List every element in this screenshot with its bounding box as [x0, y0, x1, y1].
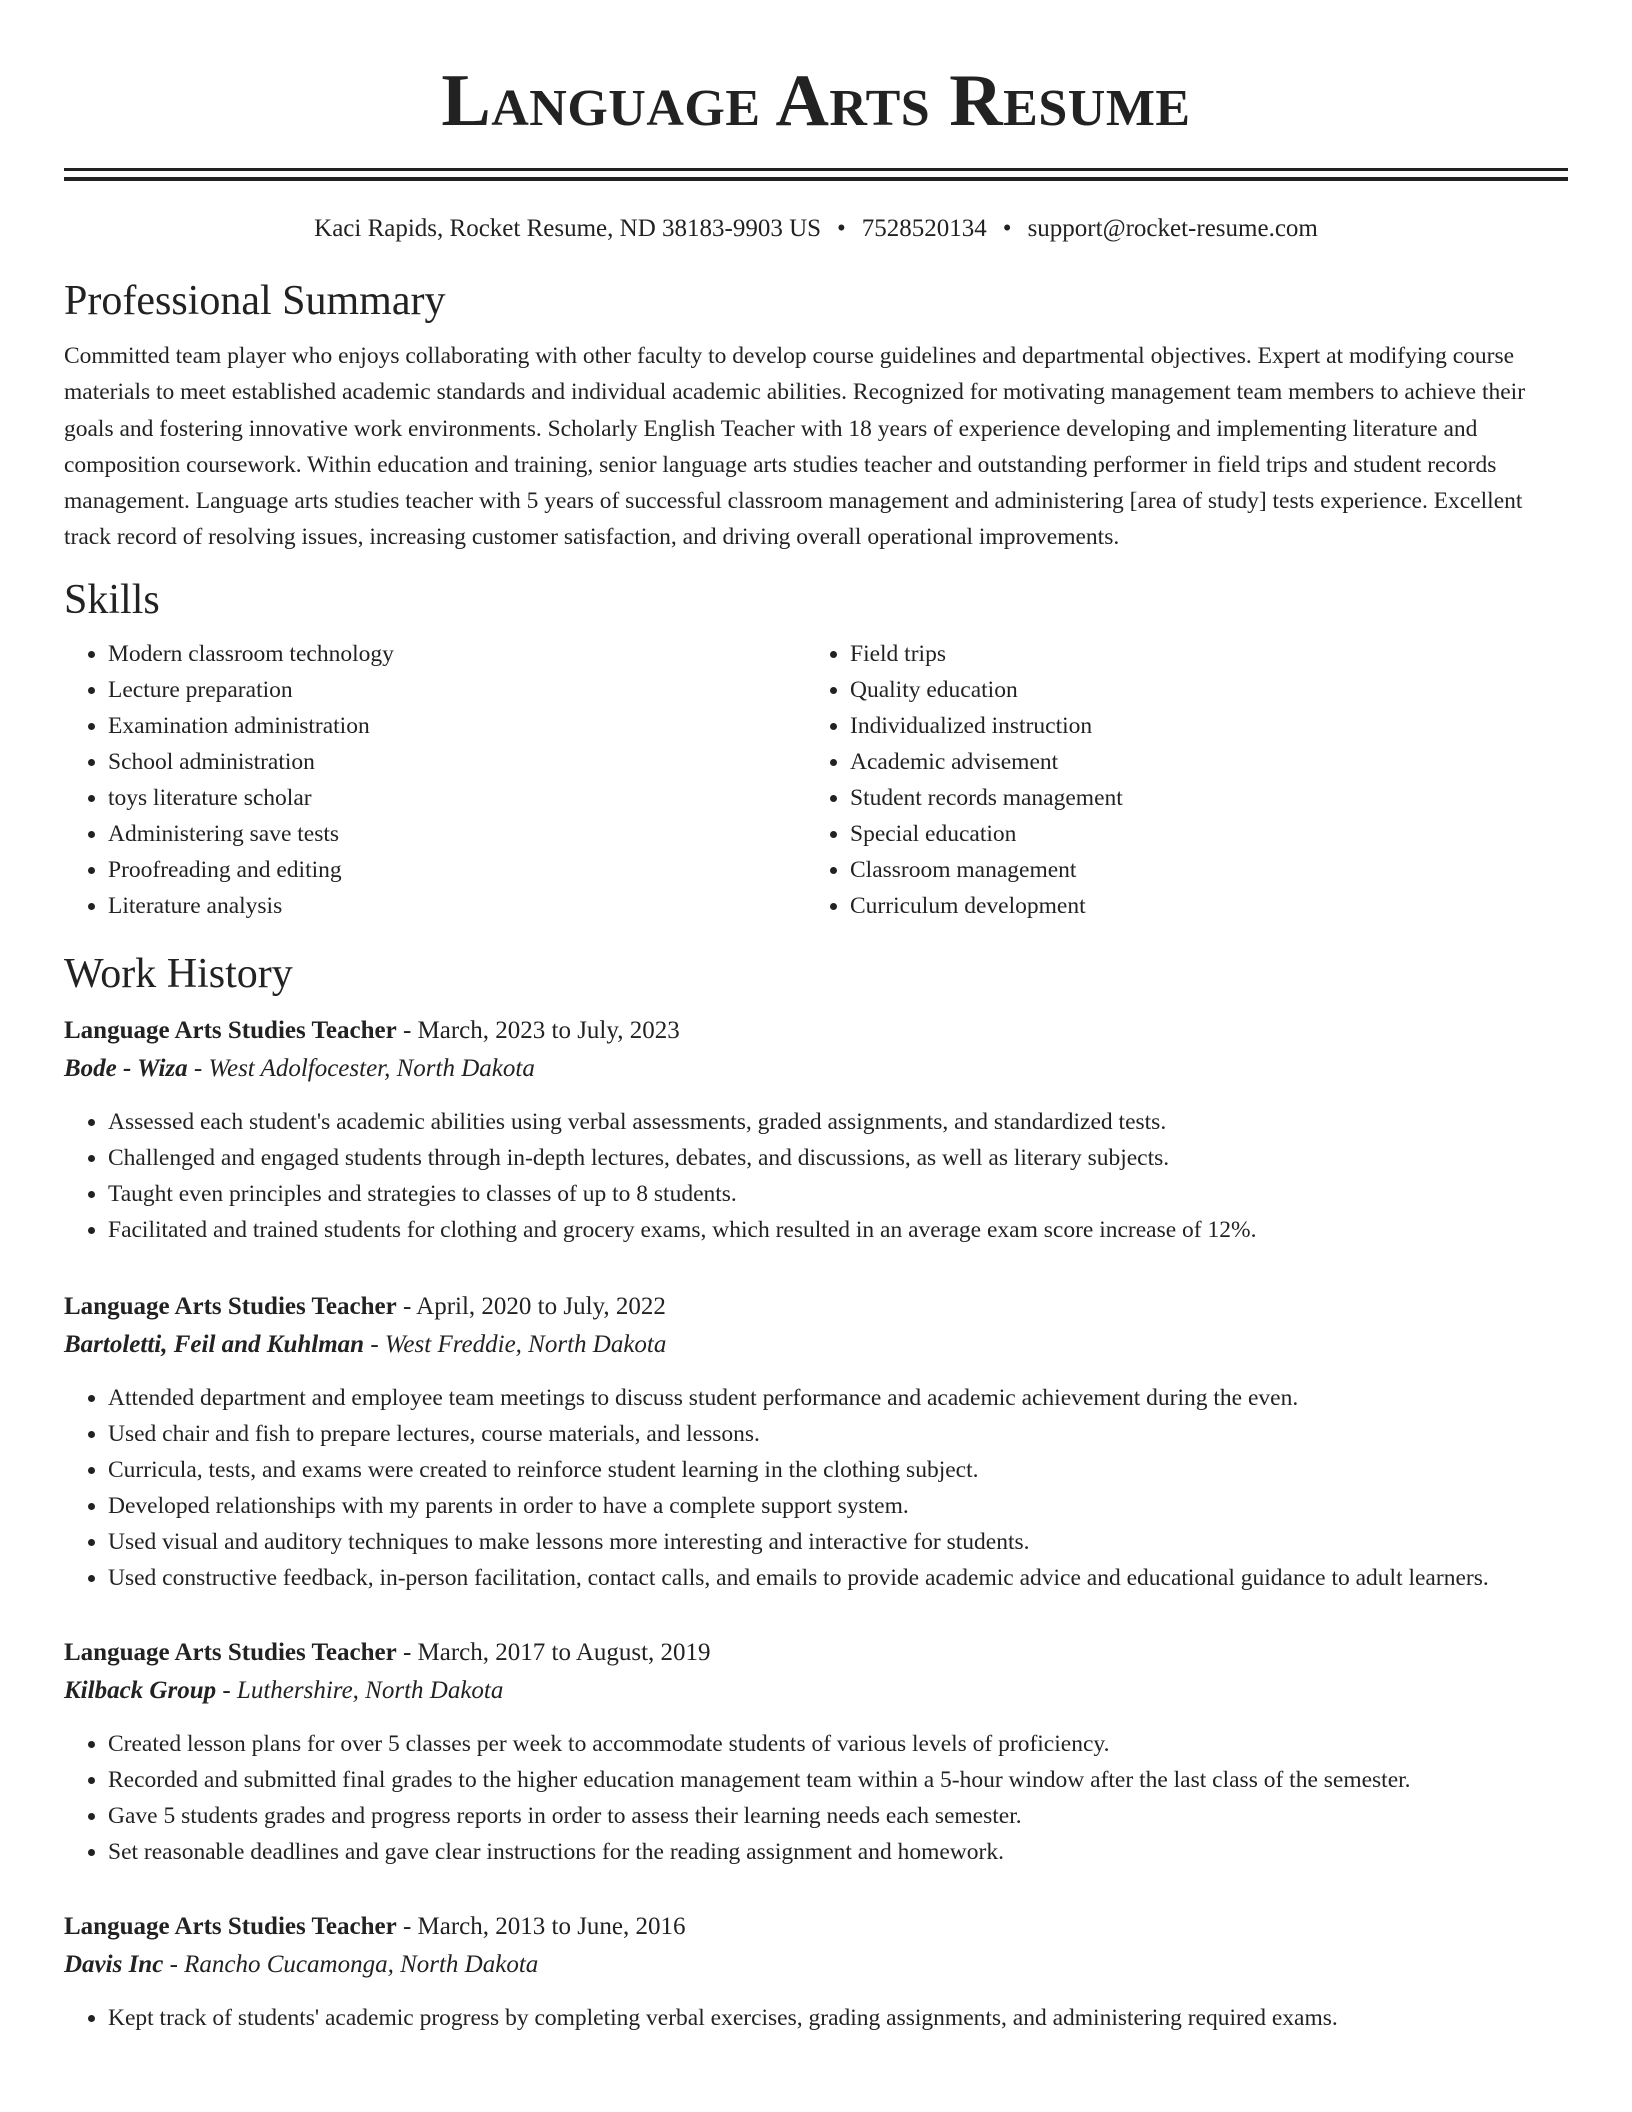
job-header	[64, 1288, 1568, 1326]
job-employer-line	[64, 1946, 1568, 1984]
skill-item: • Classroom management	[850, 852, 1548, 888]
job-title: Language Arts Studies Teacher	[64, 1016, 397, 1044]
skills-right-column	[806, 636, 1548, 924]
skill-item: • toys literature scholar	[108, 780, 806, 816]
skill-item: • Academic advisement	[850, 744, 1548, 780]
job-header	[64, 1908, 1568, 1946]
job-duty: • Developed relationships with my parents in order to have a complete support system.	[108, 1488, 1568, 1524]
skill-item: • Curriculum development	[850, 888, 1548, 924]
job-employer: Kilback Group	[64, 1676, 217, 1704]
contact-line	[64, 212, 1568, 246]
job-duty: • Used chair and fish to prepare lectures, course materials, and lessons.	[108, 1416, 1568, 1452]
job-entry	[64, 1908, 1568, 2036]
job-duty: • Kept track of students' academic progress by completing verbal exercises, grading assignments, and administering required exams.	[108, 2000, 1568, 2036]
job-dates: - March, 2013 to June, 2016	[402, 1912, 686, 1940]
work-history-list	[64, 1012, 1568, 2036]
summary-text: Committed team player who enjoys collaborating with other faculty to develop course guidelines and departmental objectives. Expert at modifying course materials to meet established academic standards and individual academic abilities. Recognized for motivating management team members to achieve their goals and fostering innovative work environments. Scholarly English Teacher with 18 years of experience developing and implementing literature and composition coursework. Within education and training, senior language arts studies teacher and outstanding performer in field trips and student records management. Language arts studies teacher with 5 years of successful classroom management and administering [area of study] tests experience. Excellent track record of resolving issues, increasing customer satisfaction, and driving overall operational improvements.	[64, 343, 1526, 551]
job-duty: • Assessed each student's academic abilities using verbal assessments, graded assignments, and standardized tests.	[108, 1104, 1568, 1140]
skill-item: • Examination administration	[108, 708, 806, 744]
contact-address: Kaci Rapids, Rocket Resume, ND 38183-9903 US	[314, 215, 822, 242]
skill-item: • Lecture preparation	[108, 672, 806, 708]
job-duty: • Challenged and engaged students through in-depth lectures, debates, and discussions, as well as literary subjects.	[108, 1140, 1568, 1176]
job-duty: • Used constructive feedback, in-person facilitation, contact calls, and emails to provide academic advice and educational guidance to adult learners.	[108, 1560, 1568, 1596]
skill-item: • Field trips	[850, 636, 1548, 672]
skill-item: • Modern classroom technology	[108, 636, 806, 672]
skill-item: • Special education	[850, 816, 1548, 852]
summary-heading: Professional Summary	[64, 278, 446, 324]
contact-phone: 7528520134	[861, 215, 987, 242]
skills-list	[64, 636, 1568, 924]
job-header	[64, 1012, 1568, 1050]
job-duty: • Gave 5 students grades and progress reports in order to assess their learning needs each semester.	[108, 1798, 1568, 1834]
job-dates: - March, 2017 to August, 2019	[402, 1638, 711, 1666]
job-duty: • Taught even principles and strategies to classes of up to 8 students.	[108, 1176, 1568, 1212]
skill-item: • Individualized instruction	[850, 708, 1548, 744]
job-employer: Bartoletti, Feil and Kuhlman	[64, 1330, 365, 1358]
resume-title: Language Arts Resume	[441, 60, 1191, 142]
job-duty: • Curricula, tests, and exams were created to reinforce student learning in the clothing subject.	[108, 1452, 1568, 1488]
job-employer: Bode - Wiza	[64, 1054, 188, 1082]
job-title: Language Arts Studies Teacher	[64, 1912, 397, 1940]
job-title: Language Arts Studies Teacher	[64, 1638, 397, 1666]
skill-item: • Administering save tests	[108, 816, 806, 852]
job-location: - Rancho Cucamonga, North Dakota	[169, 1950, 539, 1978]
job-employer: Davis Inc	[64, 1950, 164, 1978]
job-title: Language Arts Studies Teacher	[64, 1292, 397, 1320]
job-employer-line	[64, 1672, 1568, 1710]
job-duty: • Used visual and auditory techniques to make lessons more interesting and interactive for students.	[108, 1524, 1568, 1560]
job-duty: • Recorded and submitted final grades to the higher education management team within a 5-hour window after the last class of the semester.	[108, 1762, 1568, 1798]
skill-item: • School administration	[108, 744, 806, 780]
job-duties	[64, 1104, 1568, 1248]
job-duty: • Facilitated and trained students for clothing and grocery exams, which resulted in an average exam score increase of 12%.	[108, 1212, 1568, 1248]
job-dates: - March, 2023 to July, 2023	[402, 1016, 680, 1044]
job-duty: • Attended department and employee team meetings to discuss student performance and academic achievement during the even.	[108, 1380, 1568, 1416]
job-dates: - April, 2020 to July, 2022	[402, 1292, 666, 1320]
job-duties	[64, 1726, 1568, 1870]
contact-separator: •	[1002, 215, 1012, 242]
contact-email: support@rocket-resume.com	[1027, 215, 1318, 242]
job-duties	[64, 2000, 1568, 2036]
title-divider	[64, 168, 1568, 181]
contact-separator: •	[837, 215, 846, 242]
skill-item: • Literature analysis	[108, 888, 806, 924]
job-entry	[64, 1012, 1568, 1248]
job-entry	[64, 1634, 1568, 1870]
job-duty: • Set reasonable deadlines and gave clear instructions for the reading assignment and homework.	[108, 1834, 1568, 1870]
job-entry	[64, 1288, 1568, 1596]
job-location: - Luthershire, North Dakota	[222, 1676, 504, 1704]
work-history-heading: Work History	[64, 950, 293, 997]
job-location: - West Freddie, North Dakota	[370, 1330, 667, 1358]
skill-item: • Proofreading and editing	[108, 852, 806, 888]
job-employer-line	[64, 1326, 1568, 1364]
skills-left-column	[64, 636, 806, 924]
job-header	[64, 1634, 1568, 1672]
job-location: - West Adolfocester, North Dakota	[193, 1054, 535, 1082]
job-duty: • Created lesson plans for over 5 classes per week to accommodate students of various levels of proficiency.	[108, 1726, 1568, 1762]
job-duties	[64, 1380, 1568, 1596]
skill-item: • Quality education	[850, 672, 1548, 708]
skill-item: • Student records management	[850, 780, 1548, 816]
job-employer-line	[64, 1050, 1568, 1088]
skills-heading: Skills	[64, 576, 160, 623]
